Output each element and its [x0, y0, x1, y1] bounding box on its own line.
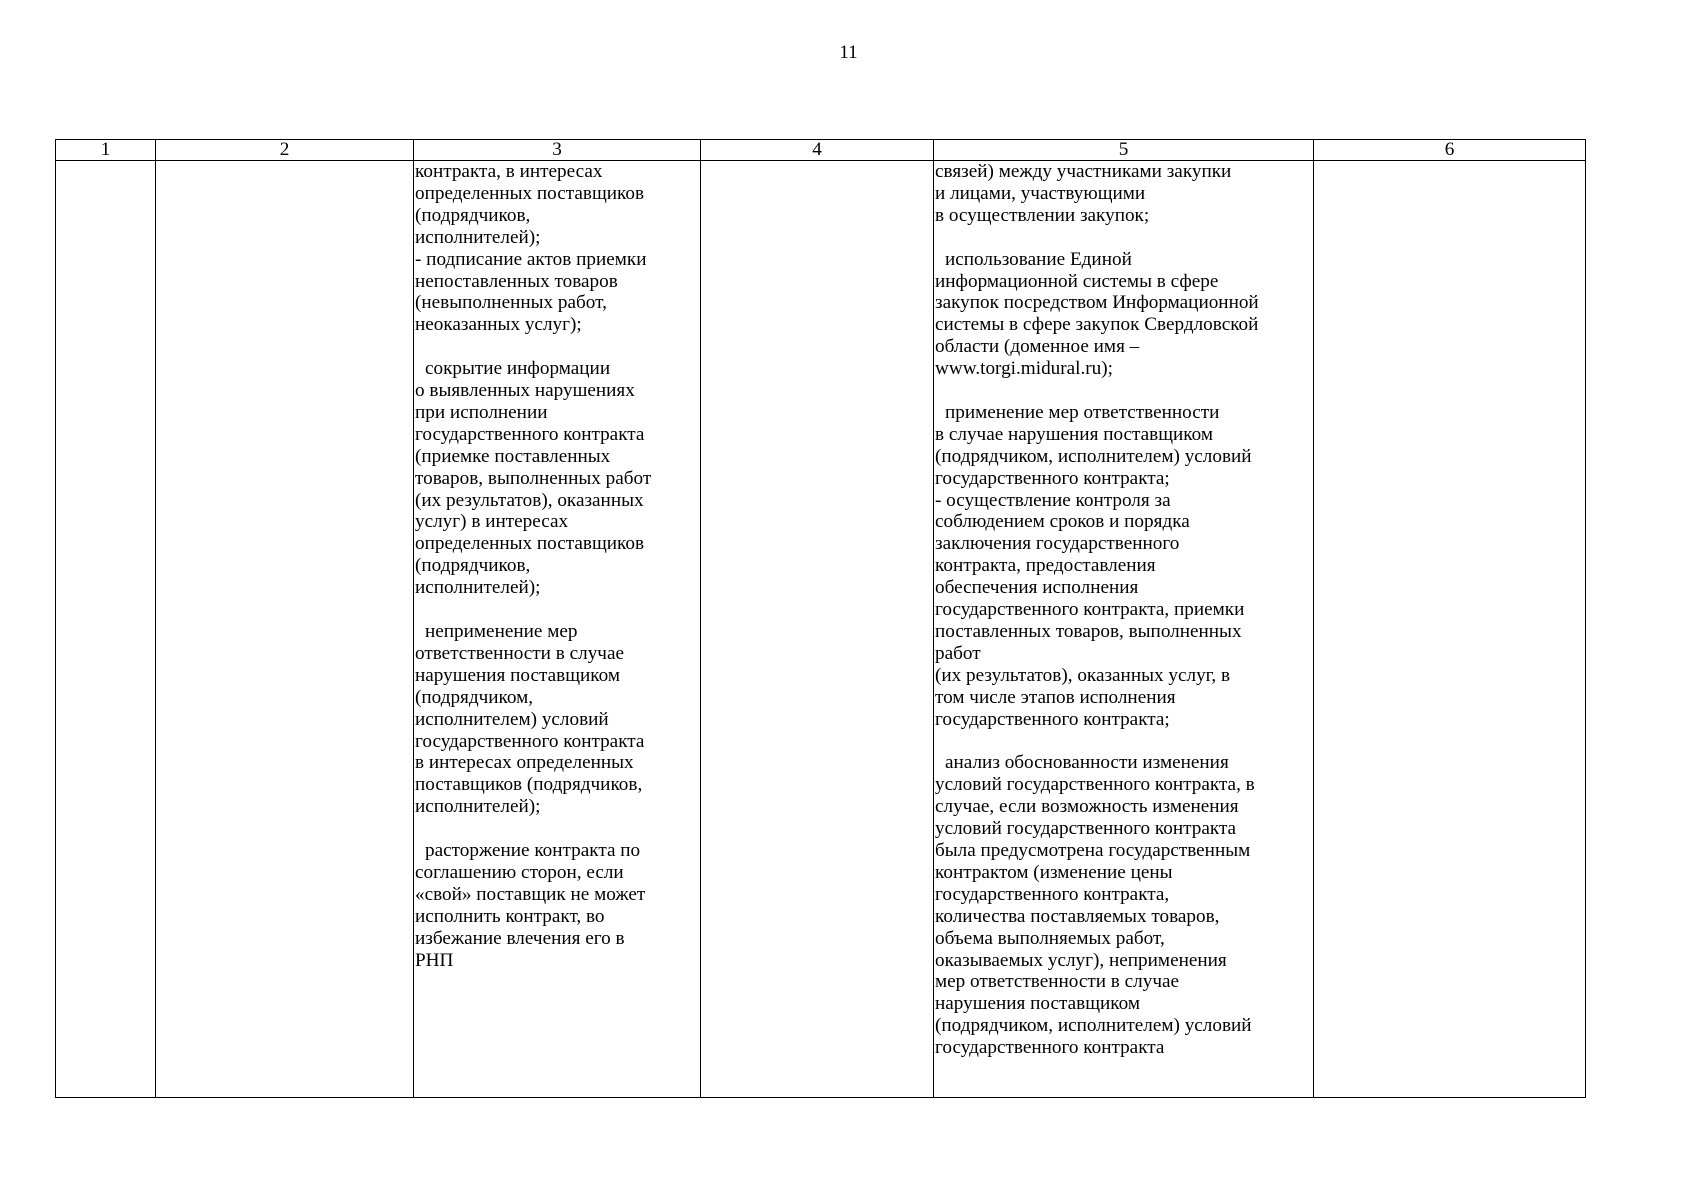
col5-paragraph-3: применение мер ответственности в случае нарушения поставщиком (подрядчиком, исполнителем) условий государственного контракта; — [935, 401, 1252, 489]
col3-paragraph-3: сокрытие информации о выявленных нарушениях при исполнении государственного контракта (приемке поставленных товаров, выполненных работ (их результатов), оказанных услуг) в интересах определенных поставщиков (подрядчиков, исполнителей); — [415, 358, 652, 599]
col5-paragraph-2: использование Единой информационной системы в сфере закупок посредством Информационной системы в сфере закупок Свердловской области (доменное имя – www.torgi.midural.ru); — [935, 248, 1259, 380]
table-row — [56, 161, 1586, 1098]
header-col-4: 4 — [701, 140, 934, 161]
cell-col-2 — [156, 161, 414, 1098]
col3-paragraph-5: расторжение контракта по соглашению сторон, если «свой» поставщик не может исполнить контракт, во избежание влечения его в РНП — [415, 840, 646, 971]
cell-col-6 — [1314, 161, 1586, 1098]
col3-paragraph-1: контракта, в интересах определенных поставщиков (подрядчиков, исполнителей); — [415, 161, 645, 248]
page-number: 11 — [839, 42, 858, 63]
header-col-6: 6 — [1314, 140, 1586, 161]
header-col-5: 5 — [934, 140, 1314, 161]
cell-col-5 — [934, 161, 1314, 1098]
col3-paragraph-2: - подписание актов приемки непоставленных товаров (невыполненных работ, неоказанных услуг); — [415, 248, 647, 336]
col3-paragraph-4: неприменение мер ответственности в случае нарушения поставщиком (подрядчиком, исполнителем) условий государственного контракта в интересах определенных поставщиков (подрядчиков, исполнителей); — [415, 621, 645, 818]
header-col-1: 1 — [56, 140, 156, 161]
cell-col-3 — [414, 161, 701, 1098]
col5-paragraph-5: анализ обоснованности изменения условий государственного контракта, в случае, если возможность изменения условий государственного контракта была предусмотрена государственным контрактом (изменение цены государственного контракта, количества поставляемых товаров, объема выполняемых работ, оказываемых услуг), неприменения мер ответственности в случае нарушения поставщиком (подрядчиком, исполнителем) условий государственного контракта — [935, 752, 1255, 1059]
header-col-3: 3 — [414, 140, 701, 161]
col5-paragraph-4: - осуществление контроля за соблюдением сроков и порядка заключения государственного контракта, предоставления обеспечения исполнения государственного контракта, приемки поставленных товаров, выполненных работ (их результатов), оказанных услуг, в том числе этапов исполнения государственного контракта; — [935, 489, 1245, 730]
risk-table — [55, 139, 1586, 1098]
cell-col-4 — [701, 161, 934, 1098]
cell-col-1 — [56, 161, 156, 1098]
table-header-row — [56, 140, 1586, 161]
header-col-2: 2 — [156, 140, 414, 161]
col5-paragraph-1: связей) между участниками закупки и лицами, участвующими в осуществлении закупок; — [935, 161, 1232, 226]
